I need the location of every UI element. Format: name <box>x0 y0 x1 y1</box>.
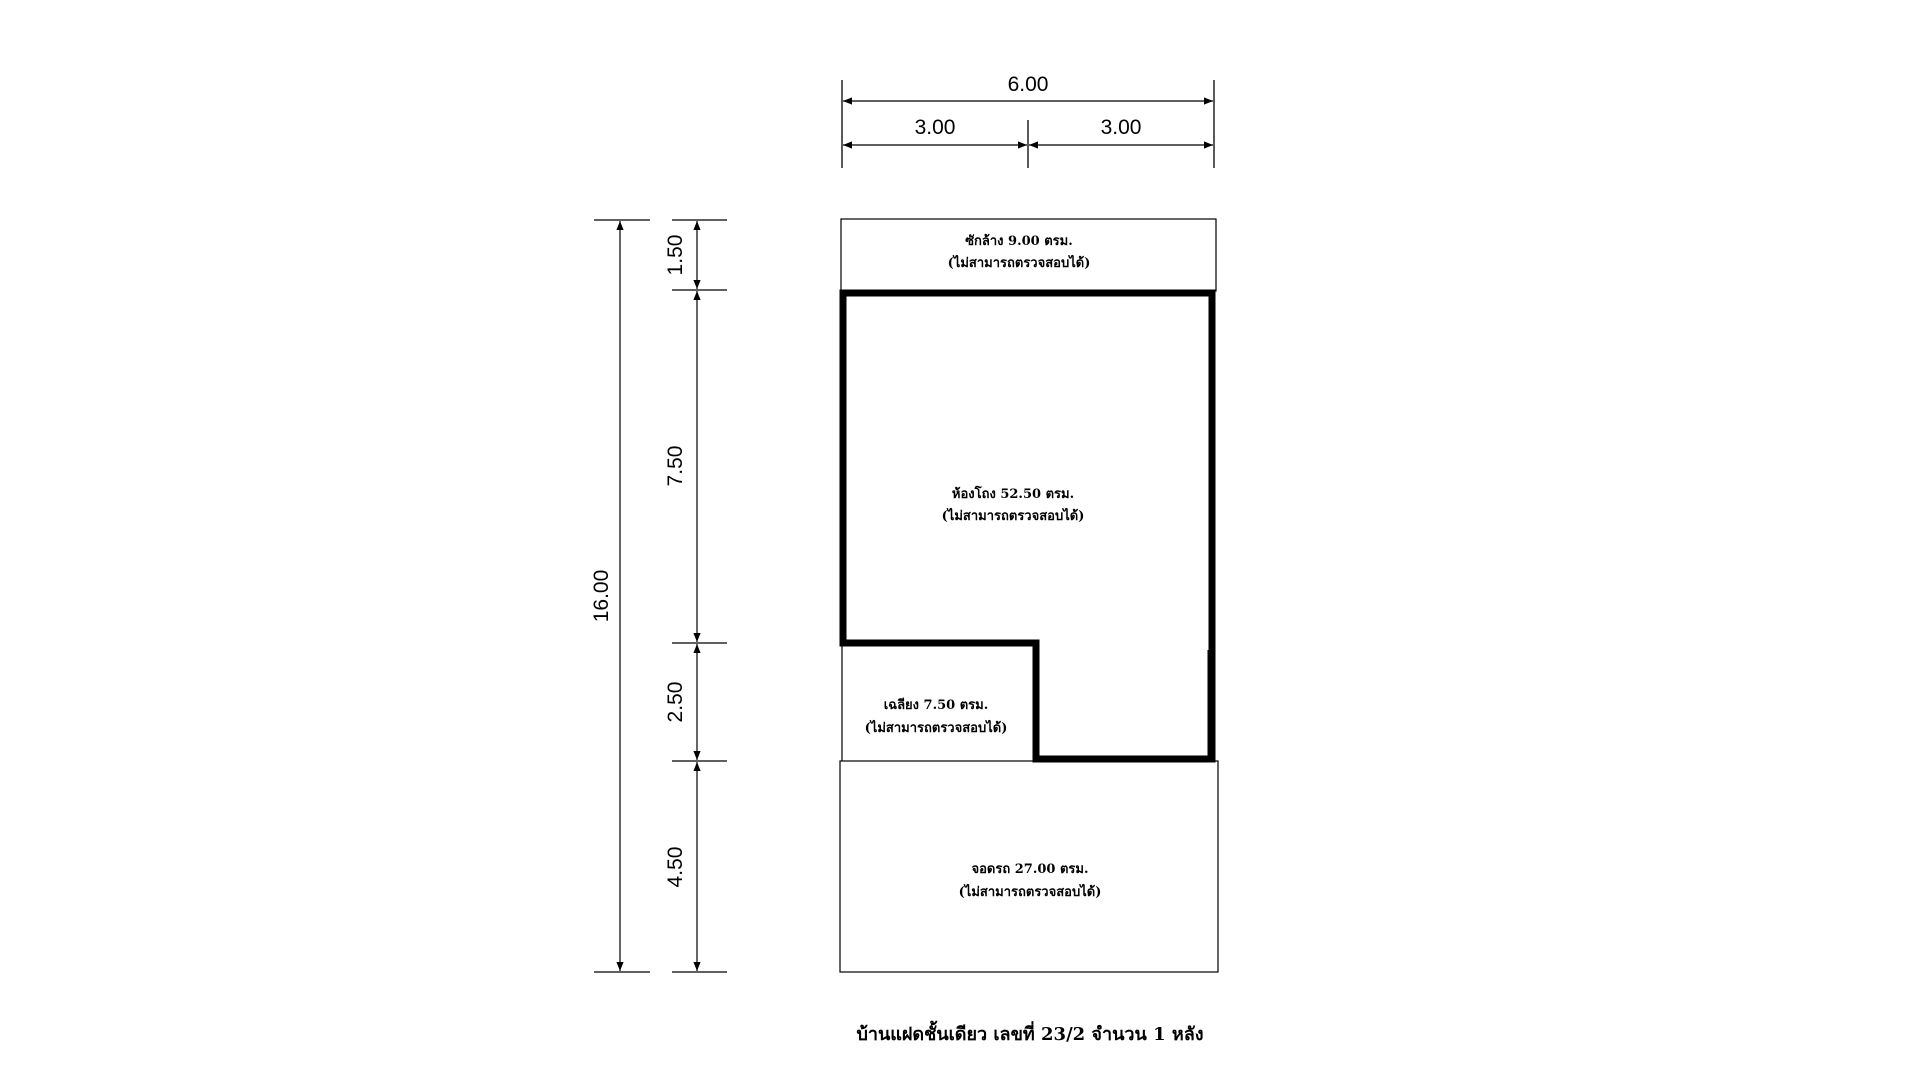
drawing-caption: บ้านแฝดชั้นเดียว เลขที่ 23/2 จำนวน 1 หลัง <box>856 1024 1204 1045</box>
hall-note: (ไม่สามารถตรวจสอบได้) <box>941 509 1085 524</box>
laundry-area-outline <box>841 219 1216 291</box>
seg-1-label: 1.50 <box>664 234 687 276</box>
room-labels <box>865 233 1102 900</box>
parking-name: จอดรถ 27.00 ตรม. <box>971 862 1089 877</box>
vertical-dimensions <box>590 220 727 972</box>
seg-4-label: 4.50 <box>664 846 687 888</box>
seg-2-label: 7.50 <box>664 445 687 487</box>
laundry-name: ซักล้าง 9.00 ตรม. <box>965 234 1073 249</box>
plan-outline <box>840 219 1218 972</box>
porch-name: เฉลียง 7.50 ตรม. <box>883 698 989 713</box>
main-hall-outline <box>843 293 1212 759</box>
left-width-label: 3.00 <box>914 116 956 139</box>
total-width-label: 6.00 <box>1007 73 1049 96</box>
horizontal-dimensions <box>842 73 1214 168</box>
right-width-label: 3.00 <box>1100 116 1142 139</box>
hall-name: ห้องโถง 52.50 ตรม. <box>951 487 1075 502</box>
seg-3-label: 2.50 <box>664 681 687 723</box>
laundry-note: (ไม่สามารถตรวจสอบได้) <box>947 256 1091 271</box>
total-depth-label: 16.00 <box>590 569 613 623</box>
porch-note: (ไม่สามารถตรวจสอบได้) <box>864 721 1008 736</box>
parking-note: (ไม่สามารถตรวจสอบได้) <box>958 885 1102 900</box>
